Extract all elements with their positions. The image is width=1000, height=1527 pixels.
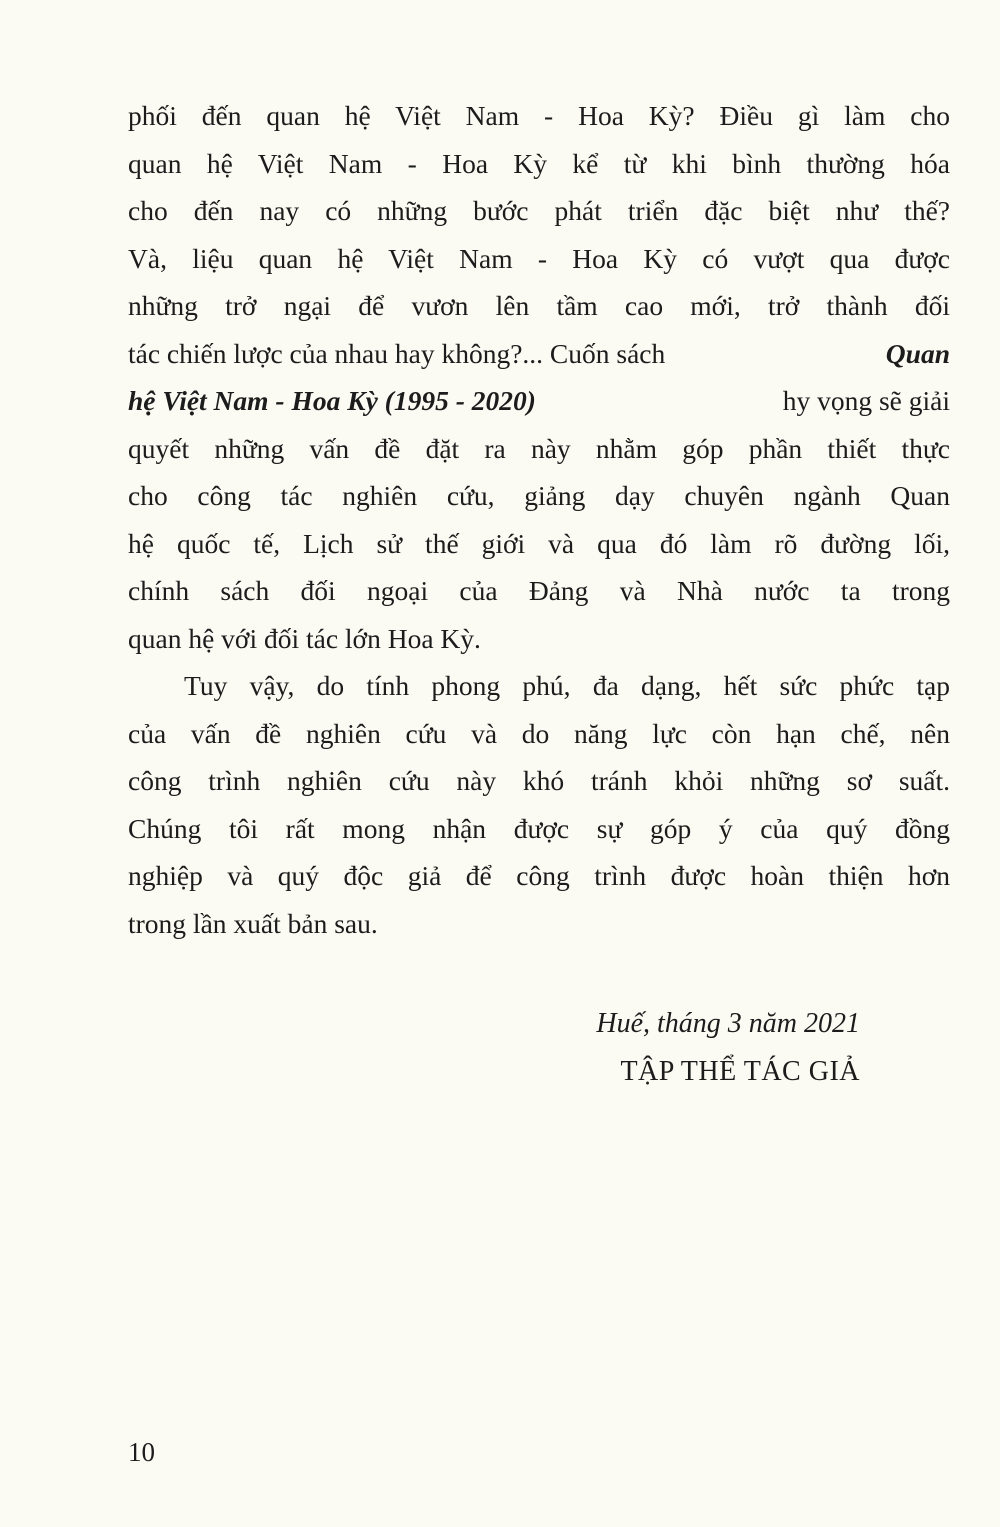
book-title-part: Quan xyxy=(885,337,950,369)
text-line: của vấn đề nghiên cứu và do năng lực còn hạn chế, nên xyxy=(128,717,950,749)
text-segment: tác chiến lược của nhau hay không?... Cuốn sách xyxy=(128,337,666,369)
text-line: quyết những vấn đề đặt ra này nhằm góp phần thiết thực xyxy=(128,432,950,464)
text-line: hệ quốc tế, Lịch sử thế giới và qua đó làm rõ đường lối, xyxy=(128,527,950,559)
text-segment: hy vọng sẽ giải xyxy=(782,385,950,416)
text-line xyxy=(128,330,950,378)
place-date: Huế, tháng 3 năm 2021 xyxy=(596,1008,860,1039)
text-line: Tuy vậy, do tính phong phú, đa dạng, hết sức phức tạp xyxy=(184,670,950,701)
text-line: cho công tác nghiên cứu, giảng dạy chuyên ngành Quan xyxy=(128,480,950,511)
body-text xyxy=(128,92,950,947)
authors-signature: TẬP THỂ TÁC GIẢ xyxy=(620,1055,860,1087)
page-number: 10 xyxy=(128,1437,155,1467)
text-line: quan hệ với đối tác lớn Hoa Kỳ. xyxy=(128,622,481,654)
text-line: Và, liệu quan hệ Việt Nam - Hoa Kỳ có vượt qua được xyxy=(128,242,950,274)
text-line: cho đến nay có những bước phát triển đặc biệt như thế? xyxy=(128,195,950,226)
signoff xyxy=(500,1000,860,1095)
text-line: nghiệp và quý độc giả để công trình được hoàn thiện hơn xyxy=(128,860,950,891)
text-line: quan hệ Việt Nam - Hoa Kỳ kể từ khi bình thường hóa xyxy=(128,147,950,179)
book-title-part: hệ Việt Nam - Hoa Kỳ (1995 - 2020) xyxy=(128,385,536,416)
text-line: công trình nghiên cứu này khó tránh khỏi những sơ suất. xyxy=(128,765,950,796)
text-line: trong lần xuất bản sau. xyxy=(128,907,378,939)
text-line: phối đến quan hệ Việt Nam - Hoa Kỳ? Điều gì làm cho xyxy=(128,100,950,131)
text-line: chính sách đối ngoại của Đảng và Nhà nước ta trong xyxy=(128,575,950,606)
text-line xyxy=(128,377,950,425)
text-line: những trở ngại để vươn lên tầm cao mới, trở thành đối xyxy=(128,290,950,321)
text-line: Chúng tôi rất mong nhận được sự góp ý của quý đồng xyxy=(128,812,950,844)
